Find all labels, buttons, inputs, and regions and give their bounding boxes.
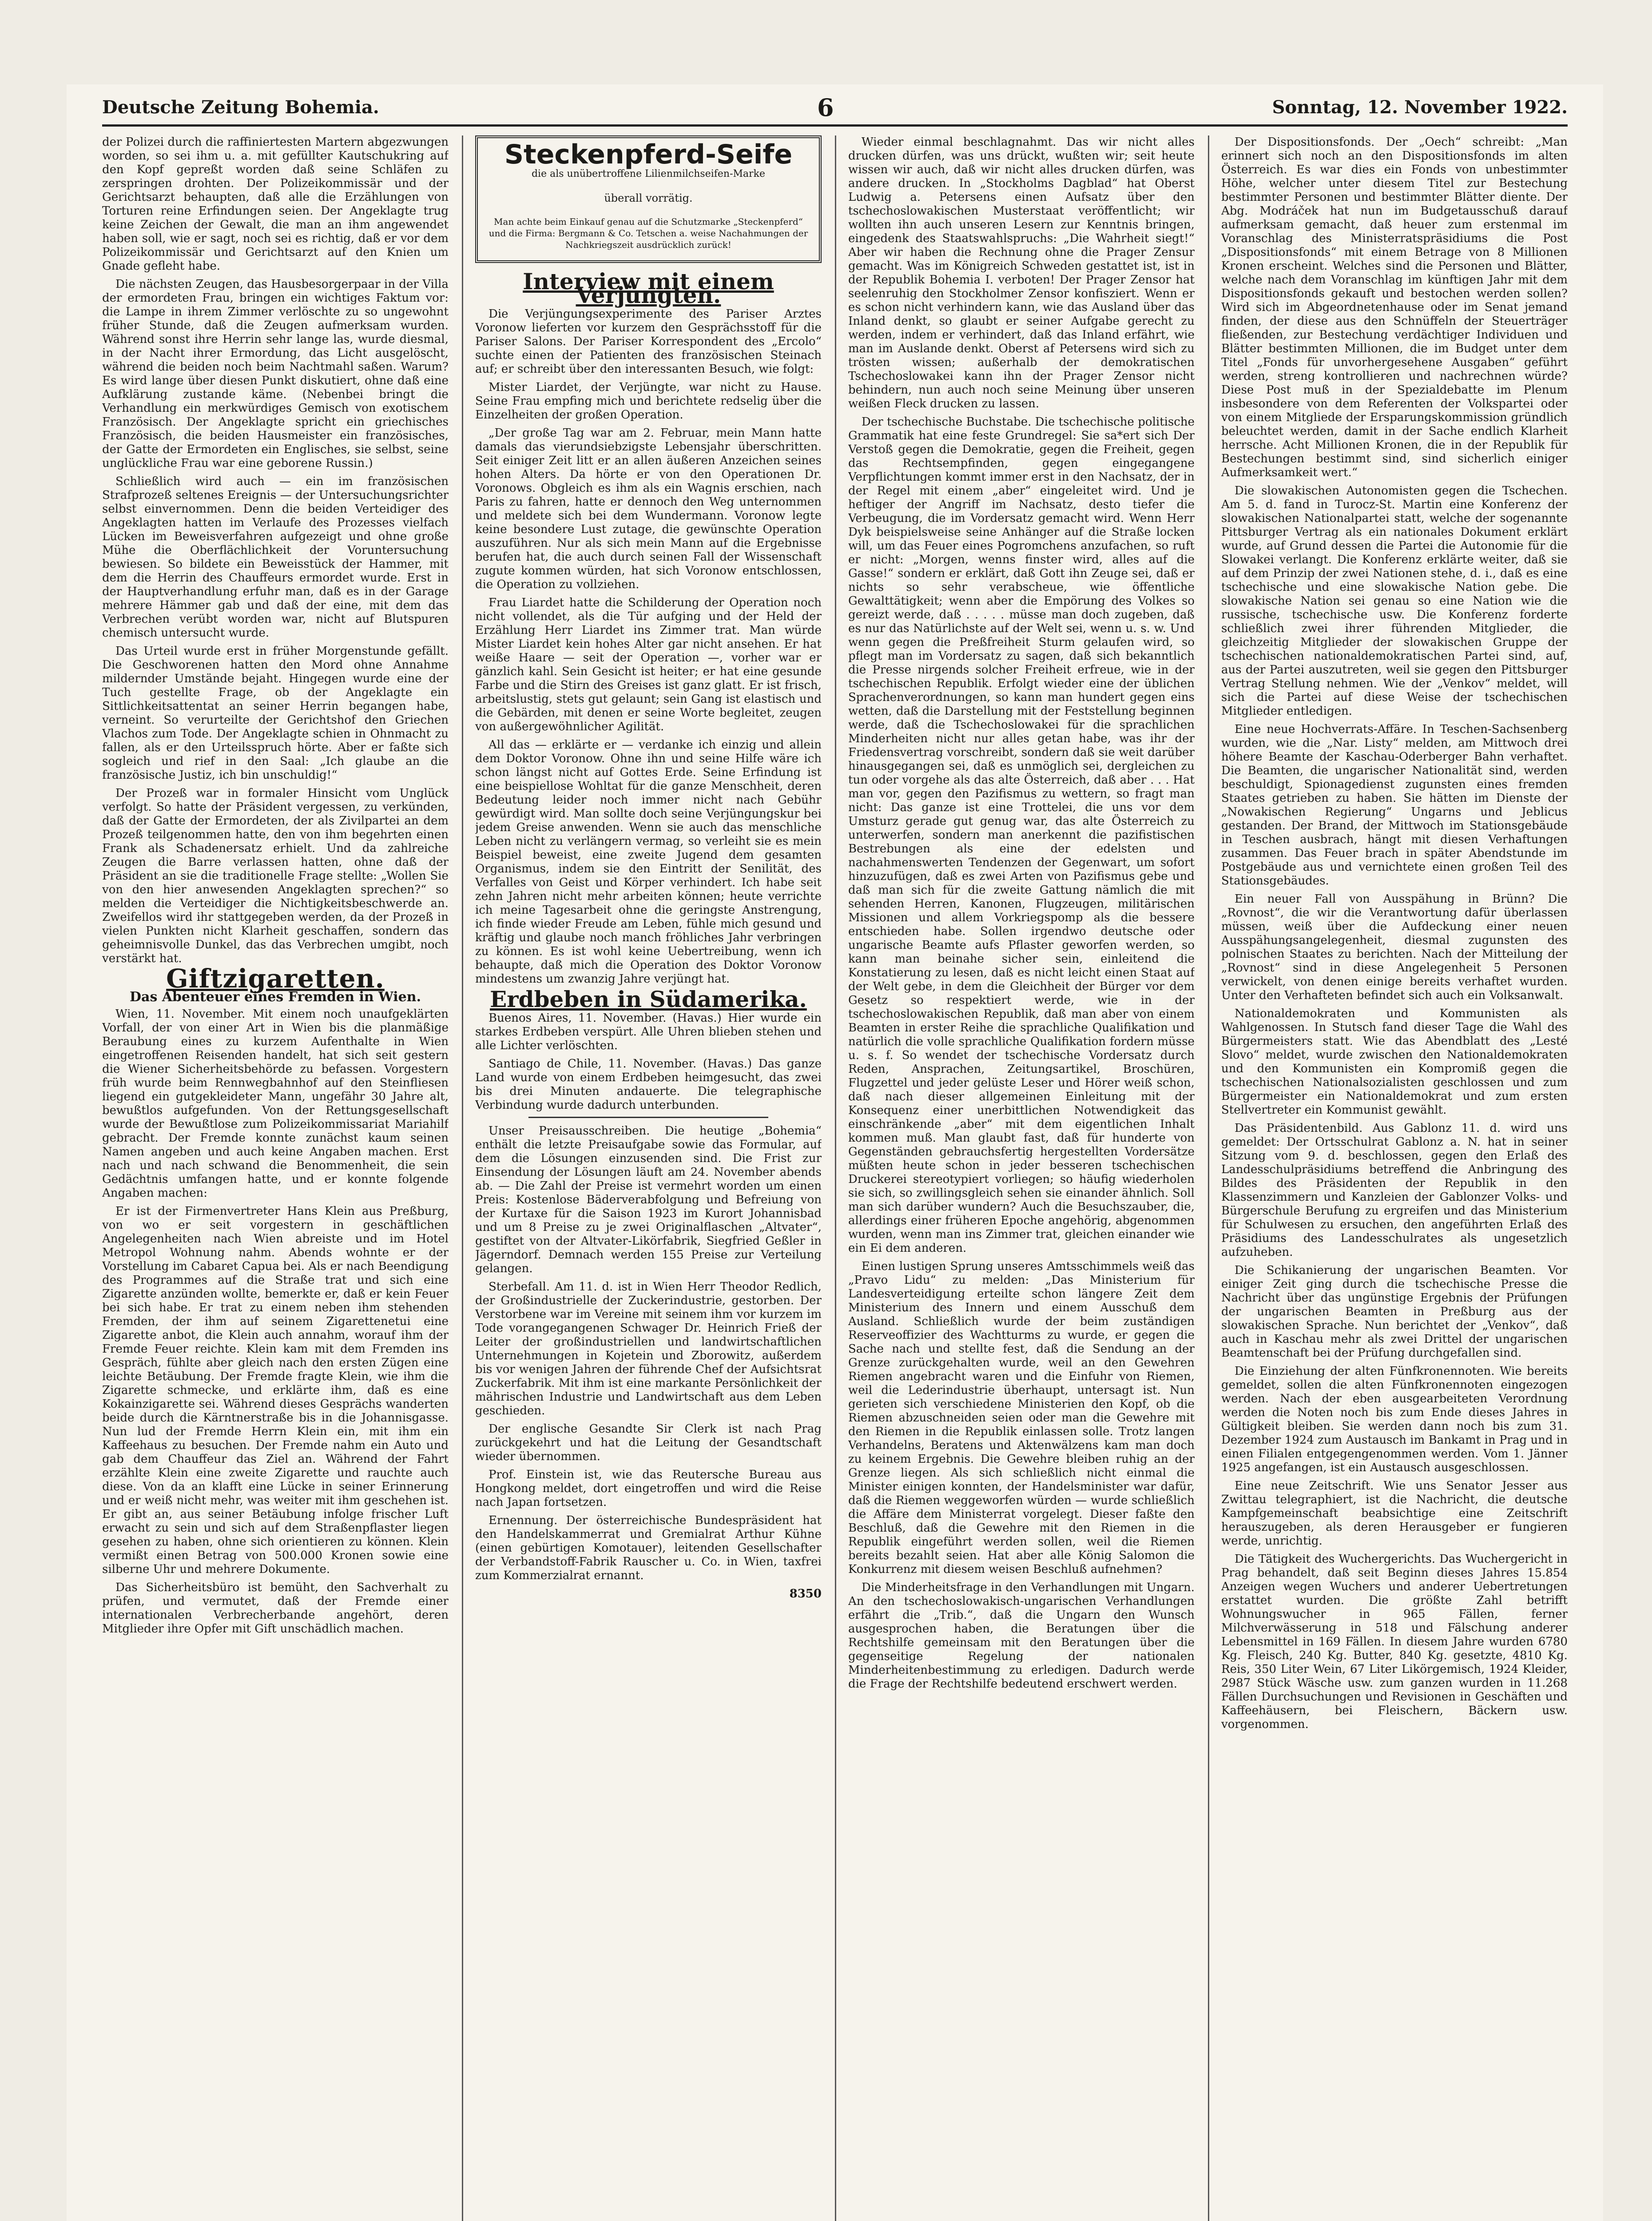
masthead-title: Deutsche Zeitung Bohemia. [102,97,379,118]
column-rule [462,135,463,2221]
ad-note: Man achte beim Einkauf genau auf die Schutzmarke „Steckenpferd“ und die Firma: Bergmann & Co. Tetschen a. weise Nachahmungen der Nachkriegszeit ausdrücklich zurück! [488,216,808,250]
article-paragraph: Einen lustigen Sprung unseres Amtsschimmels weiß das „Pravo Lidu“ zu melden: „Das Ministerium für Landesverteidigung erteilte schon längere Zeit dem Ministerium des Innern und einem Ausschuß dem Ausland. Schließlich wurde der beim zuständigen Reserveoffizier des Wachtturms zu wurde, er gegen die Sache nach und stellte fest, daß die Sendung an der Grenze zurückgehalten wurde, weil an den Gewehren Riemen angebracht waren und die Einfuhr von Riemen, weil die Lederindustrie überhaupt, untersagt ist. Nun gerieten sich verschiedene Ministerien den Kopf, ob die Riemen abzuschneiden seien oder man die Gewehre mit den Riemen in die Republik einlassen solle. Trotz langen Verhandelns, Beratens und Aktenwälzens kam man doch zu keinem Ergebnis. Die Gewehre bleiben ruhig an der Grenze liegen. Als sich schließlich nicht einmal die Minister einigen konnten, der Handelsminister war dafür, daß die Riemen weggeworfen würden — wurde schließlich die Affäre dem Ministerrat vorgelegt. Dieser faßte den Beschluß, daß die Gewehre mit den Riemen in die Republik eingeführt werden sollen, weil die Riemen bereits bezahlt seien. Hat aber alle König Salomon die Konkurrenz mit diesem weisen Beschluß aufnehmen? [848,1260,1195,1576]
separator [528,1117,768,1118]
column-rule [835,135,836,2221]
article-paragraph: Die Einziehung der alten Fünfkronennoten. Wie bereits gemeldet, sollen die alten Fünfkronennoten eingezogen werden. Nach der eben ausgearbeiteten Verordnung werden die Noten noch bis zum Ende dieses Jahres in Gültigkeit bleiben. Sie werden dann noch bis zum 31. Dezember 1924 zum Austausch im Bankamt in Prag und in einen Filialen entgegengenommen werden. Vom 1. Jänner 1925 angefangen, ist ein Austausch ausgeschlossen. [1221,1365,1568,1474]
newspaper-page [67,84,1603,2221]
article-paragraph: Ernennung. Der österreichische Bundespräsident hat den Handelskammerrat und Gremialrat Arthur Kühne (einen gebürtigen Komotauer), leitenden Gesellschafter der Verbandstoff-Fabrik Rauscher u. Co. in Wien, taxfrei zum Kommerzialrat ernannt. [475,1514,822,1582]
article-paragraph: Buenos Aires, 11. November. (Havas.) Hier wurde ein starkes Erdbeben verspürt. Alle Uhren blieben stehen und alle Lichter verlöschten. [475,1011,822,1052]
headline-erdbeben: Erdbeben in Südamerika. [490,986,807,1012]
article-paragraph: Der englische Gesandte Sir Clerk ist nach Prag zurückgekehrt und hat die Leitung der Gesandtschaft wieder übernommen. [475,1422,822,1463]
article-paragraph: Er ist der Firmenvertreter Hans Klein aus Preßburg, von wo er seit vorgestern in geschäftlichen Angelegenheiten nach Wien abreiste und im Hotel Metropol Wohnung nahm. Abends wohnte er der Vorstellung im Cabaret Capua bei. Als er nach Beendigung des Programmes auf die Straße trat und sich eine Zigarette anzünden wollte, bemerkte er, daß er kein Feuer bei sich habe. Er trat zu einem neben ihm stehenden Fremden, der ihm auf seinem Zigarettenetui eine Zigarette anbot, die Klein auch annahm, worauf ihm der Fremde Feuer reichte. Klein kam mit dem Fremden ins Gespräch, fühlte aber gleich nach den ersten Zügen eine leichte Betäubung. Der Fremde fragte Klein, wie ihm die Zigarette schmecke, und erklärte ihm, daß es eine Kokainzigarette sei. Während dieses Gesprächs wanderten beide durch die Kärntnerstraße bis in die Johannisgasse. Nun lud der Fremde Herrn Klein ein, mit ihm ein Kaffeehaus zu besuchen. Der Fremde nahm ein Auto und gab dem Chauffeur das Ziel an. Während der Fahrt erzählte Klein eine zweite Zigarette und rauchte auch diese. Von da an klafft eine Lücke in seiner Erinnerung und er weiß nicht mehr, was weiter mit ihm geschehen ist. Er gibt an, aus seiner Betäubung infolge frischer Luft erwacht zu sein und sich auf dem Straßenpflaster liegen gesehen zu haben, ohne sich orientieren zu können. Klein vermißt einen Betrag von 500.000 Kronen sowie eine silberne Uhr und mehrere Dokumente. [102,1205,449,1576]
article-paragraph: Prof. Einstein ist, wie das Reutersche Bureau aus Hongkong meldet, dort eingetroffen und wird die Reise nach Japan fortsetzen. [475,1468,822,1509]
article-paragraph: Die Verjüngungsexperimente des Pariser Arztes Voronow lieferten vor kurzem den Gesprächsstoff für die Pariser Salons. Der Pariser Korrespondent des „Ercolo“ suchte einen der Patienten des französischen Steinach auf; er schreibt über den interessanten Besuch, wie folgt: [475,307,822,376]
article-paragraph: Unser Preisausschreiben. Die heutige „Bohemia“ enthält die letzte Preisaufgabe sowie das Formular, auf dem die Lösungen einzusenden sind. Die Frist zur Einsendung der Lösungen läuft am 24. November abends ab. — Die Zahl der Preise ist vermehrt worden um einen Preis: Kostenlose Bäderverabfolgung und Befreiung von der Kurtaxe für die Saison 1923 im Kurort Johannisbad und um 8 Preise zu je zwei Originalflaschen „Altvater“, gestiftet von der Altvater-Likörfabrik, Siegfried Geßler in Jägerndorf. Demnach werden 155 Preise zur Verteilung gelangen. [475,1124,822,1275]
article-paragraph: Der Dispositionsfonds. Der „Oech“ schreibt: „Man erinnert sich noch an den Dispositionsfonds im alten Österreich. Es war dies ein Fonds von unbestimmter Höhe, welcher unter diesem Titel zur Bestechung bestimmter Personen und bestimmter Blätter diente. Der Abg. Modráček hat nun im Budgetausschuß darauf aufmerksam gemacht, daß heuer zum erstenmal im Voranschlag des Ministerratspräsidiums die Post „Dispositionsfonds“ mit einem Betrage von 8 Millionen Kronen erscheint. Welches sind die Personen und Blätter, welche nach dem Voranschlag im künftigen Jahr mit dem Dispositionsfonds gekauft und bestochen werden sollen? Wird sich im Abgeordnetenhause oder im Senat jemand finden, der diese aus den Schnüffeln der Steuerträger fließenden, zur Bestechung verdächtiger Individuen und Blätter bestimmten Millionen, die im Budget unter dem Titel „Fonds für unvorhergesehene Ausgaben“ geführt werden, streng kontrollieren und nachrechnen würde? Diese Post muß in der Spezialdebatte im Plenum insbesondere von dem Referenten der Volkspartei oder von einem Mitgliede der Ersparungskommission gründlich beleuchtet werden, damit in der Sache endlich Klarheit herrsche. Acht Millionen Kronen, die in der Republik für Bestechungen bestimmt sind, sind sicherlich einiger Aufmerksamkeit wert.“ [1221,135,1568,479]
article-paragraph: Mister Liardet, der Verjüngte, war nicht zu Hause. Seine Frau empfing mich und berichtete redselig über die Einzelheiten der großen Operation. [475,381,822,422]
article-paragraph: Santiago de Chile, 11. November. (Havas.) Das ganze Land wurde von einem Erdbeben heimgesucht, das zwei bis drei Minuten andauerte. Die telegraphische Verbindung wurde dadurch unterbunden. [475,1057,822,1112]
article-paragraph: Das Urteil wurde erst in früher Morgenstunde gefällt. Die Geschworenen hatten den Mord ohne Annahme mildernder Umstände bejaht. Hingegen wurde eine der Tuch gestellte Frage, ob der Angeklagte ein Sittlichkeitsattentat an seiner Herrin begangen habe, verneint. So verurteilte der Gerichtshof den Griechen Vlachos zum Tode. Der Angeklagte schien in Ohnmacht zu fallen, als er den Urteilsspruch hörte. Aber er faßte sich sogleich und rief in den Saal: „Ich glaube an die französische Justiz, ich bin unschuldig!“ [102,645,449,782]
article-paragraph: Die Minderheitsfrage in den Verhandlungen mit Ungarn. An den tschechoslowakisch-ungarischen Verhandlungen erfährt die „Trib.“, daß die Ungarn den Wunsch ausgesprochen haben, die Beratungen über die Rechtshilfe gemeinsam mit den Beratungen über die gegenseitige Regelung der nationalen Minderheitenbestimmung zu erledigen. Dadurch werde die Frage der Rechtshilfe bedeutend erschwert werden. [848,1581,1195,1691]
article-paragraph: „Der große Tag war am 2. Februar, mein Mann hatte damals das vierundsiebzigste Lebensjahr überschritten. Seit einiger Zeit litt er an allen äußeren Anzeichen seines hohen Alters. Da hörte er von den Operationen Dr. Voronows. Obgleich es ihm als ein Wagnis erschien, nach Paris zu fahren, hatte er dennoch den Weg unternommen und meldete sich bei dem Wundermann. Voronow legte keine besondere Lust zutage, die gewünschte Operation auszuführen. Nur als sich mein Mann auf die Ergebnisse berufen hat, die auch durch seinen Fall der Wissenschaft zugute kommen würden, hat sich Voronow entschlossen, die Operation zu vollziehen. [475,426,822,591]
page-header [102,93,1568,127]
ad-title: Steckenpferd-Seife [504,139,793,170]
column-1 [102,135,449,2221]
issue-date: Sonntag, 12. November 1922. [1272,97,1568,118]
article-paragraph: Sterbefall. Am 11. d. ist in Wien Herr Theodor Redlich, der Großindustrielle der Zuckerindustrie, gestorben. Der Verstorbene war im Vereine mit seinem ihm vor kurzem im Tode vorangegangenen Schwager Dr. Heinrich Frieß der Leiter der großindustriellen und landwirtschaftlichen Unternehmungen in Kojetein und Zborowitz, außerdem bis vor wenigen Jahren der führende Chef der Aufsichtsrat Zuckerfabrik. Mit ihm ist eine markante Persönlichkeit der mährischen Industrie und Landwirtschaft aus dem Leben geschieden. [475,1280,822,1417]
article-paragraph: der Polizei durch die raffiniertesten Martern abgezwungen worden, so sei ihm u. a. mit gefüllter Kautschukring auf den Kopf gepreßt worden daß seine Schläfen zu zerspringen drohten. Der Polizeikommissär und der Gerichtsarzt behaupten, daß alle die Erzählungen von Torturen reine Erfindungen seien. Der Angeklagte trug keine Zeichen der Gewalt, die man an ihm angewendet haben soll, wie er sagt, noch sei es richtig, daß er vor dem Polizeikommissär und Gerichtsarzt auf den Knien um Gnade gefleht habe. [102,135,449,273]
article-paragraph: All das — erklärte er — verdanke ich einzig und allein dem Doktor Voronow. Ohne ihn und seine Hilfe wäre ich schon längst nicht auf Gottes Erde. Seine Erfindung ist eine beispiellose Wohltat für die ganze Menschheit, deren Bedeutung leider noch immer nicht nach Gebühr gewürdigt wird. Man sollte doch seine Verjüngungskur bei jedem Greise anwenden. Wenn sie auch das menschliche Leben nicht zu verlängern vermag, so verleiht sie es mein Beispiel beweist, eine zweite Jugend dem gesamten Organismus, indem sie den Eintritt der Senilität, des Verfalles von Geist und Körper verhindert. Ich habe seit zehn Jahren nicht mehr arbeiten können; heute verrichte ich meine Tagesarbeit ohne die geringste Anstrengung, ich finde wieder Freude am Leben, fühle mich gesund und kräftig und glaube noch manch fröhliches Jahr verbringen zu können. Es ist wohl keine Uebertreibung, wenn ich behaupte, daß mich die Operation des Doktor Voronow mindestens um zwanzig Jahre verjüngt hat. [475,738,822,986]
article-paragraph: Wieder einmal beschlagnahmt. Das wir nicht alles drucken dürfen, was uns drückt, wußten wir; seit heute wissen wir auch, daß wir nicht alles drucken dürfen, was andere drucken. In „Stockholms Dagblad“ hat Oberst Ludwig a. Petersens einen Aufsatz über den tschechoslowakischen Musterstaat veröffentlicht; wir wollten ihn auch unseren Lesern zur Kenntnis bringen, eingedenk des Staatswahlspruchs: „Die Wahrheit siegt!“ Aber wir haben die Rechnung ohne die Prager Zensur gemacht. Was im Königreich Schweden gestattet ist, ist in der Republik Bohemia I. verboten! Der Prager Zensor hat seelenruhig den Stockholmer Zensor konfisziert. Wenn er es schon nicht verhindern kann, wie das Ausland über das Inland denkt, so glaubt er seiner Aufgabe gerecht zu werden, indem er verhindert, daß das Inland erfährt, wie man im Auslande denkt. Oberst af Petersens wird sich zu trösten wissen; außerhalb der demokratischen Tschechoslowakei kann ihn der Prager Zensor nicht behindern, nun auch noch seine Meinung über unseren weißen Fleck drucken zu lassen. [848,135,1195,410]
article-paragraph: Wien, 11. November. Mit einem noch unaufgeklärten Vorfall, der von einer Art in Wien bis die planmäßige Beraubung eines zu kurzem Aufenthalte in Wien eingetroffenen Reisenden handelt, hat sich seit gestern die Wiener Sicherheitsbehörde zu befassen. Vorgestern früh wurde beim Rennwegbahnhof auf den Steinfliesen liegend ein gutgekleideter Mann, ungefähr 30 Jahre alt, bewußtlos aufgefunden. Von der Rettungsgesellschaft wurde der Bewußtlose zum Polizeikommissariat Mariahilf gebracht. Der Fremde konnte zunächst kaum seinen Namen angeben und auch keine Angaben machen. Erst nach und nach schwand die Benommenheit, die sein Gedächtnis umfangen hatte, und er konnte folgende Angaben machen: [102,1007,449,1200]
article-paragraph: Das Präsidentenbild. Aus Gablonz 11. d. wird uns gemeldet: Der Ortsschulrat Gablonz a. N. hat in seiner Sitzung vom 9. d. beschlossen, gegen den Erlaß des Landesschulpräsidiums betreffend die Anbringung des Bildes des Präsidenten der Republik in den Klassenzimmern und Kanzleien der Gablonzer Volks- und Bürgerschule Berufung zu ergreifen und das Ministerium für Schulwesen zu ersuchen, den angeführten Erlaß des Präsidiums des Landesschulrates als ungesetzlich aufzuheben. [1221,1122,1568,1259]
article-paragraph: Die Tätigkeit des Wuchergerichts. Das Wuchergericht in Prag behandelt, daß seit Beginn dieses Jahres 15.854 Anzeigen wegen Wuchers und anderer Uebertretungen erstattet wurden. Die größte Zahl betrifft Wohnungswucher in 965 Fällen, ferner Milchverwässerung in 518 und Fälschung anderer Lebensmittel in 169 Fällen. In diesem Jahre wurden 6780 Kg. Fleisch, 240 Kg. Butter, 840 Kg. gesetzte, 4810 Kg. Reis, 350 Liter Wein, 67 Liter Likörgemisch, 1924 Kleider, 2987 Stück Wäsche usw. zum ganzen wurden in 11.268 Fällen Durchsuchungen und Revisionen in Geschäften und Kaffeehäusern, bei Fleischern, Bäckern usw. vorgenommen. [1221,1552,1568,1731]
article-paragraph: Ein neuer Fall von Ausspähung in Brünn? Die „Rovnost“, die wir die Verantwortung dafür überlassen müssen, weiß über die Aufdeckung einer neuen Ausspähungsangelegenheit, diesmal zugunsten des polnischen Staates zu berichten. Nach der Mitteilung der „Rovnost“ sind in diese Angelegenheit 5 Personen verwickelt, von denen einige bereits verhaftet wurden. Unter den Verhafteten befindet sich auch ein Volksanwalt. [1221,892,1568,1002]
subheadline: Das Abenteuer eines Fremden in Wien. [129,989,421,1005]
column-3 [848,135,1195,2221]
headline-giftzigaretten: Giftzigaretten. [166,963,385,994]
advertisement-box [475,135,822,263]
article-paragraph: Schließlich wird auch — ein im französischen Strafprozeß seltenes Ereignis — der Untersuchungsrichter selbst einvernommen. Denn die beiden Verteidiger des Angeklagten hatten im Verlaufe des Prozesses vielfach Lücken im Beweisverfahren aufgezeigt und ohne große Mühe die Oberflächlichkeit der Voruntersuchung bewiesen. So bildete ein Beweisstück der Hammer, mit dem die Herrin des Chauffeurs ermordet wurde. Erst in der Hauptverhandlung erfuhr man, daß es in der Garage mehrere Hämmer gab und daß der eine, mit dem das Verbrechen verübt worden war, nicht auf Blutspuren chemisch untersucht wurde. [102,475,449,640]
page-number: 6 [817,93,834,122]
article-paragraph: Das Sicherheitsbüro ist bemüht, den Sachverhalt zu prüfen, und vermutet, daß der Fremde einer internationalen Verbrecherbande angehört, deren Mitglieder ihre Opfer mit Gift unschädlich machen. [102,1581,449,1636]
article-paragraph: Der tschechische Buchstabe. Die tschechische politische Grammatik hat eine feste Grundregel: Sie sa*ert sich Der Verstoß gegen die Demokratie, gegen die Freiheit, gegen das Rechtsempfinden, gegen eingegangene Verpflichtungen kommt immer erst in den Nachsatz, der in der Regel mit einem „aber“ eingeleitet wird. Und je heftiger der Angriff im Nachsatz, desto tiefer die Verbeugung, die im Vordersatz gemacht wird. Wenn Herr Dyk beispielsweise seine Anhänger auf die Straße locken will, um das Feuer eines Pogromchens anzufachen, so ruft er nicht: „Morgen, wenns finster wird, alles auf die Gasse!“ sondern er erklärt, daß Gott ihn Zeuge sei, daß er nichts so sehr verabscheue, wie öffentliche Gewalttätigkeit; wenn aber die Empörung des Volkes so gereizt werde, daß . . . . . müsse man doch zugeben, daß es nur das Natürlichste auf der Welt sei, wenn u. s. w. Und wenn gegen die Preßfreiheit Sturm gelaufen wird, so pflegt man im Vordersatz zu sagen, daß sich bekanntlich die Presse nirgends solcher Freiheit erfreue, wie in der tschechischen Republik. Erfolgt wieder eine der üblichen Sprachenverordnungen, so kann man hundert gegen eins wetten, daß die Darstellung mit der Feststellung beginnen werde, daß die Tschechoslowakei für die sprachlichen Minderheiten nicht nur alles getan habe, was ihr der Friedensvertrag vorschreibt, sondern daß sie weit darüber hinausgegangen sei, daß es unmöglich sei, dergleichen zu tun oder vorgehe als das alte Österreich, daß aber . . . Hat man vor, gegen den Pazifismus zu wettern, so fragt man nicht: Das ganze ist eine Trottelei, die uns vor dem Umsturz gerade gut genug war, das alte Österreich zu unterwerfen, sondern man anerkennt die pazifistischen Bestrebungen als eine der edelsten und nachahmenswerten Tendenzen der Gegenwart, um sofort hinzuzufügen, daß es zwei Arten von Pazifismus gebe und daß man sich für die zweite Gattung nämlich die mit sehenden Herren, Kanonen, Flugzeugen, militärischen Missionen und allem Vorkriegspomp als die bessere entschieden habe. Sollen irgendwo deutsche oder ungarische Beamte aufs Pflaster geworfen werden, so kann man beinahe sicher sein, einleitend die Konstatierung zu lesen, daß es nicht leicht einen Staat auf der Welt gebe, in dem die Gleichheit der Bürger vor dem Gesetz so respektiert werde, wie in der tschechoslowakischen Republik, daß man aber von einem Beamten in erster Reihe die sprachliche Qualifikation und natürlich die volle sprachliche Qualifikation fordern müsse u. s. f. So wendet der tschechische Vordersatz durch Reden, Ansprachen, Zeitungsartikel, Broschüren, Flugzettel und jeder gelüste Leser und Hörer weiß schon, daß nach dieser allgemeinen Einleitung mit der Konsequenz einer unerbittlichen Notwendigkeit das einschränkende „aber“ mit dem eigentlichen Inhalt kommen muß. Man glaubt fast, daß für hunderte von Gegenständen gebrauchsfertig hergestellten Vordersätze müßten heute schon in jeder besseren tschechischen Druckerei stereotypiert vorliegen; so häufig wiederholen sie sich, so zwillingsgleich sehen sie einander ähnlich. Soll man sich darüber wundern? Auch die Besuchszauber, die, allerdings einer früheren Epoche angehörig, abgenommen wurden, wenn man ins Zimmer trat, gleichen einander wie ein Ei dem anderen. [848,415,1195,1255]
article-paragraph: Nationaldemokraten und Kommunisten als Wahlgenossen. In Stutsch fand dieser Tage die Wahl des Bürgermeisters statt. Wie das Abendblatt des „Lesté Slovo“ meldet, wurde zwischen den Nationaldemokraten und den Kommunisten ein Kompromiß gegen die tschechischen Nationalsozialisten geschlossen und zum Bürgermeister ein Nationaldemokrat und zum ersten Stellvertreter ein Kommunist gewählt. [1221,1007,1568,1117]
headline-interview: Interview mit einem Verjüngten. [523,268,774,308]
column-4 [1221,135,1568,2221]
ad-subtitle: die als unübertroffene Lilienmilchseifen-Marke [531,168,766,179]
article-paragraph: Frau Liardet hatte die Schilderung der Operation noch nicht vollendet, als die Tür aufging und der Held der Erzählung Herr Liardet ins Zimmer trat. Man würde Mister Liardet kein hohes Alter gar nicht ansehen. Er hat weiße Haare — seit der Operation —, vorher war er gänzlich kahl. Sein Gesicht ist heiter; er hat eine gesunde Farbe und die Stirn des Greises ist ganz glatt. Er ist frisch, arbeitslustig, stets gut gelaunt; sein Gang ist elastisch und die Gebärden, mit denen er seine Worte begleitet, zeugen von außergewöhnlicher Agilität. [475,596,822,733]
column-2 [475,135,822,2221]
article-paragraph: Eine neue Hochverrats-Affäre. In Teschen-Sachsenberg wurden, wie die „Nar. Listy“ melden, am Mittwoch drei höhere Beamte der Kaschau-Oderberger Bahn verhaftet. Die Beamten, die ungarischer Nationalität sind, werden beschuldigt, Spionagedienst zugunsten eines fremden Staates getrieben zu haben. Sie hätten im Dienste der „Nowakischen Regierung“ Ungarns und Jeblicus gestanden. Der Brand, der Mittwoch im Stationsgebäude in Teschen ausbrach, hängt mit diesen Verhaftungen zusammen. Das Feuer brach in später Abendstunde im Postgebäude aus und vernichtete einen großen Teil des Stationsgebäudes. [1221,723,1568,888]
footer-number: 8350 [789,1587,822,1600]
article-paragraph: Der Prozeß war in formaler Hinsicht vom Unglück verfolgt. So hatte der Präsident vergessen, zu verkünden, daß der Gatte der Ermordeten, der als Zivilpartei an dem Prozeß teilgenommen hatte, den von ihm begehrten einen Frank als Schadenersatz erhielt. Und da zahlreiche Zeugen die Barre verlassen hatten, ohne daß der Präsident an sie die traditionelle Frage stellte: „Wollen Sie von den hier anwesenden Angeklagten sprechen?“ so melden die Verteidiger die Nichtigkeitsbeschwerde an. Zweifellos wird ihr stattgegeben werden, da der Prozeß in vielen Punkten nicht Klarheit geschaffen, sondern das geheimnisvolle Dunkel, das das Verbrechen umgibt, noch verstärkt hat. [102,787,449,965]
ad-availability: überall vorrätig. [604,192,693,204]
article-paragraph: Die slowakischen Autonomisten gegen die Tschechen. Am 5. d. fand in Turocz-St. Martin eine Konferenz der slowakischen Nationalpartei statt, welche der sogenannte Pittsburger Vertrag als ein nationales Dokument erklärt wurde, auf Grund dessen die Partei die Autonomie für die Slowakei verlangt. Die Konferenz erklärte weiter, daß sie auf dem Prinzip der zwei Nationen stehe, d. i., daß es eine tschechische und eine slowakische Nation gebe. Die slowakische Nation sei genau so eine Nation wie die russische, tschechische usw. Die Konferenz forderte schließlich zwei ihrer führenden Mitglieder, die gleichzeitig Mitglieder der slowakischen Gruppe der tschechischen nationaldemokratischen Partei sind, auf, aus der Partei auszutreten, weil sie gegen den Pittsburger Vertrag Stellung nehmen. Wie der „Venkov“ meldet, will sich die Partei auf diese Weise der tschechischen Mitglieder entledigen. [1221,484,1568,718]
column-rule [1208,135,1209,2221]
article-paragraph: Die nächsten Zeugen, das Hausbesorgerpaar in der Villa der ermordeten Frau, bringen ein wichtiges Faktum vor: die Lampe in ihrem Zimmer verlöschte zu so ungewohnt früher Stunde, daß die Zeugen aufmerksam wurden. Während sonst ihre Herrin sehr lange las, wurde diesmal, in der Nacht ihrer Ermordung, das Licht ausgelöscht, während die beiden noch beim Nachtmahl saßen. Warum? Es wird lange über diesen Punkt diskutiert, ohne daß eine Aufklärung zustande käme. (Nebenbei bringt die Verhandlung ein merkwürdiges Gemisch von exotischem Französisch. Der Angeklagte spricht ein griechisches Französisch, die beiden Hausmeister ein französisches, der Gatte der Ermordeten ein Englisches, sie selbst, seine unglückliche Frau war eine geborene Russin.) [102,278,449,470]
article-paragraph: Die Schikanierung der ungarischen Beamten. Vor einiger Zeit ging durch die tschechische Presse die Nachricht über das ungünstige Ergebnis der Prüfungen der ungarischen Beamten in Preßburg aus der slowakischen Sprache. Nun berichtet der „Venkov“, daß auch in Kaschau mehr als zwei Drittel der ungarischen Beamtenschaft bei der Prüfung durchgefallen sind. [1221,1264,1568,1360]
article-paragraph: Eine neue Zeitschrift. Wie uns Senator Jesser aus Zwittau telegraphiert, ist die Nachricht, die deutsche Kampfgemeinschaft beabsichtige eine Zeitschrift herauszugeben, als deren Herausgeber er fungieren werde, unrichtig. [1221,1479,1568,1548]
